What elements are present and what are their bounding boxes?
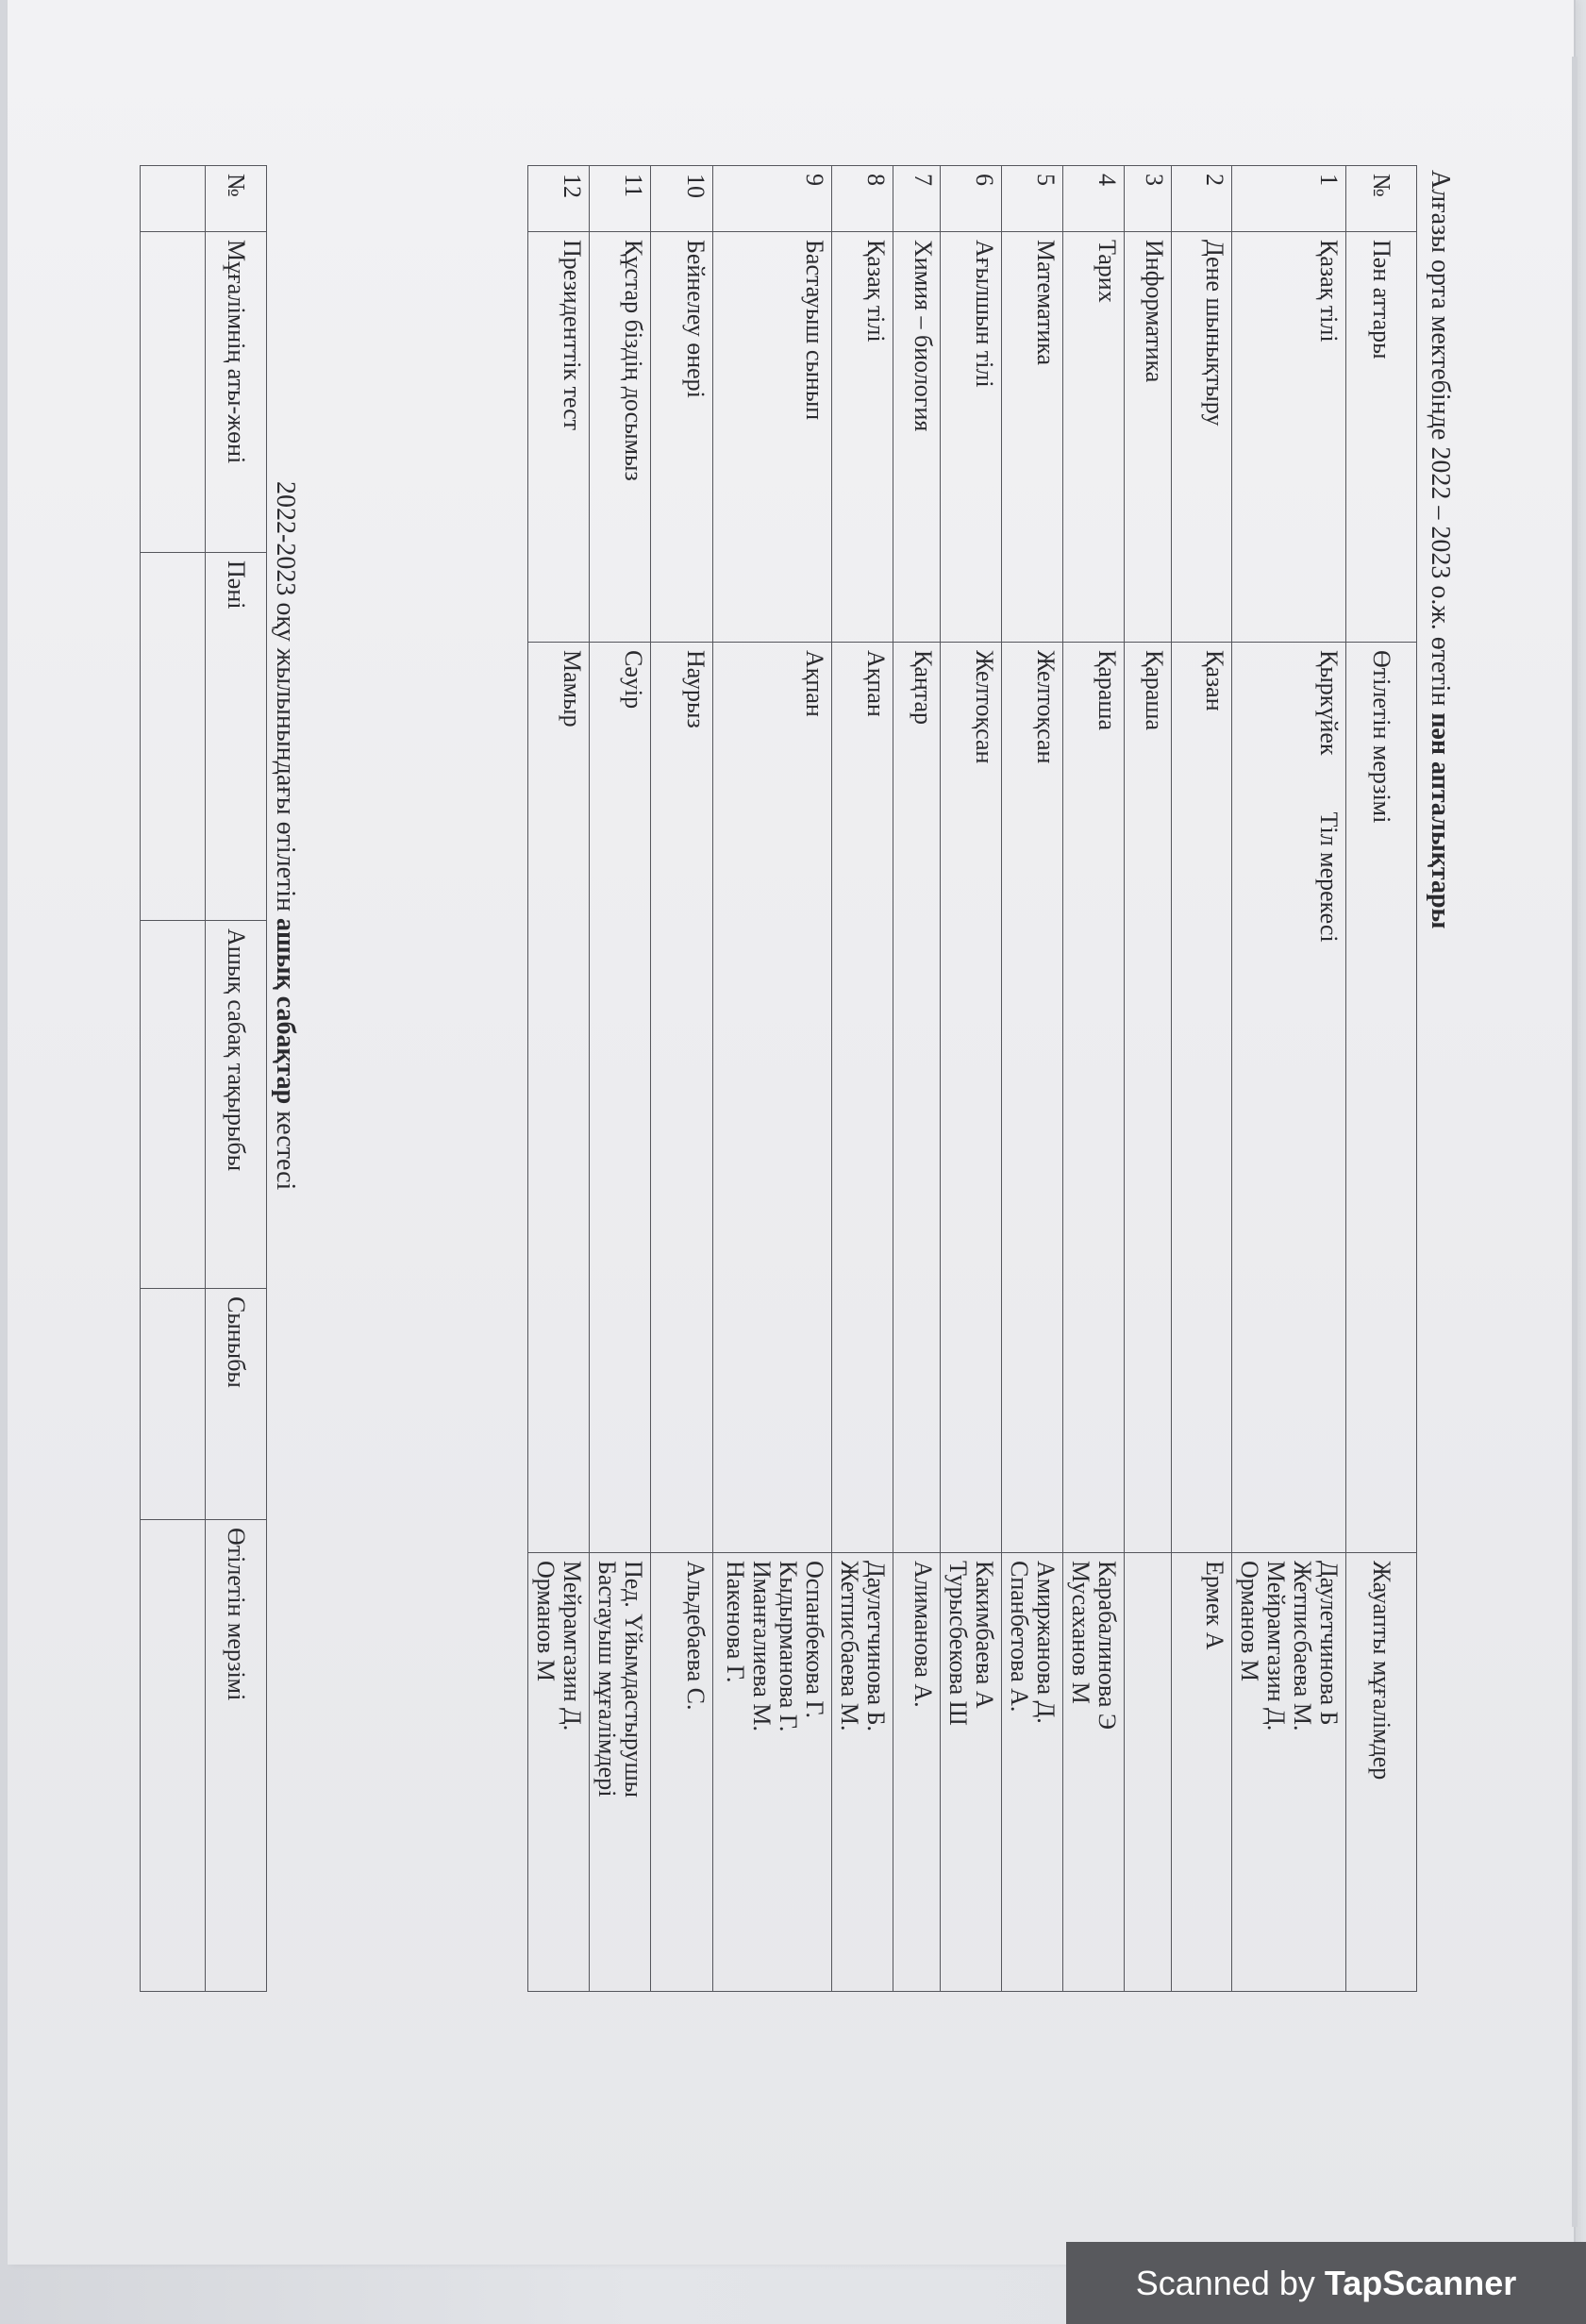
- teachers-cell: [590, 1553, 651, 1992]
- teacher-name: Даулетчинова Б: [1315, 1561, 1343, 1726]
- empty-cell: [141, 166, 206, 232]
- open-lessons-title-prefix: 2022-2023 оқу жылынындағы өтілетін: [271, 481, 300, 919]
- open-lessons-table: [140, 165, 267, 1992]
- teacher-name: Бастауыш мұғалімдері: [593, 1561, 621, 1797]
- table-header-row: [206, 166, 267, 1992]
- table-row: [651, 166, 713, 1992]
- header-lesson-topic: Ашық сабақ тақырыбы: [206, 921, 267, 1289]
- teachers-cell: [941, 1553, 1002, 1992]
- date-cell: [1063, 643, 1125, 1553]
- row-number: 9: [713, 166, 832, 232]
- empty-cell: [141, 232, 206, 553]
- document-title-prefix: Алғазы орта мектебінде 2022 – 2023 о.ж. өтетін: [1426, 170, 1455, 713]
- row-number: 5: [1002, 166, 1063, 232]
- open-lessons-title: [270, 481, 300, 1190]
- date-note: Тіл мерекесі: [1315, 811, 1343, 943]
- table-row: [1002, 166, 1063, 1992]
- row-number: 1: [1232, 166, 1346, 232]
- header-date: Өтілетін мерзімі: [206, 1520, 267, 1992]
- open-lessons-title-suffix: кестесі: [271, 1104, 300, 1191]
- date-month: Қыркүйек: [1315, 650, 1343, 756]
- row-number: 2: [1172, 166, 1232, 232]
- row-number: 12: [528, 166, 590, 232]
- date-month: Сәуір: [620, 650, 647, 710]
- subject-name: Ағылшын тілі: [941, 232, 1002, 643]
- teacher-name: Кыдырманова Г.: [775, 1561, 802, 1732]
- rotated-page-content: [0, 123, 1472, 2293]
- teacher-name: Орманов М: [1236, 1561, 1263, 1682]
- date-month: Қараша: [1094, 650, 1121, 730]
- teacher-name: Алиманова А.: [910, 1561, 937, 1708]
- table-row: [528, 166, 590, 1992]
- teachers-cell: [1125, 1553, 1172, 1992]
- date-cell: [713, 643, 832, 1553]
- header-teachers: Жауапты мұғалімдер: [1346, 1553, 1417, 1992]
- subject-name: Информатика: [1125, 232, 1172, 643]
- empty-cell: [141, 553, 206, 921]
- date-month: Мамыр: [559, 650, 586, 727]
- teachers-cell: [1232, 1553, 1346, 1992]
- header-grade: Сыныбы: [206, 1289, 267, 1520]
- empty-cell: [141, 1520, 206, 1992]
- paper-edge: [1572, 57, 1578, 2227]
- teachers-cell: [651, 1553, 713, 1992]
- table-row: [832, 166, 893, 1992]
- subject-name: Президенттік тест: [528, 232, 590, 643]
- teacher-name: Турысбекова Ш: [944, 1561, 972, 1726]
- date-cell: [1232, 643, 1346, 1553]
- teacher-name: Какимбаева А: [971, 1561, 998, 1709]
- date-cell: [1172, 643, 1232, 1553]
- table-row: [713, 166, 832, 1992]
- date-month: Қараша: [1141, 650, 1168, 730]
- teacher-name: Накенова Г.: [722, 1561, 749, 1683]
- subject-name: Тарих: [1063, 232, 1125, 643]
- teachers-cell: [893, 1553, 941, 1992]
- teachers-cell: [1063, 1553, 1125, 1992]
- teacher-name: Даулетчинова Б.: [862, 1561, 890, 1731]
- document-title: [1425, 170, 1455, 928]
- teacher-name: Жетписбаева М.: [1289, 1561, 1316, 1731]
- date-cell: [941, 643, 1002, 1553]
- watermark-brand: TapScanner: [1324, 2264, 1517, 2302]
- date-month: Желтоқсан: [1032, 650, 1060, 764]
- table-row: [590, 166, 651, 1992]
- teachers-cell: [832, 1553, 893, 1992]
- header-number: №: [206, 166, 267, 232]
- subject-name: Құстар біздің досымыз: [590, 232, 651, 643]
- date-month: Ақпан: [801, 650, 828, 717]
- row-number: 10: [651, 166, 713, 232]
- row-number: 8: [832, 166, 893, 232]
- date-month: Қазан: [1201, 650, 1228, 711]
- date-cell: [832, 643, 893, 1553]
- teacher-name: Оспанбекова Г.: [801, 1561, 828, 1718]
- header-number: №: [1346, 166, 1417, 232]
- empty-cell: [141, 1289, 206, 1520]
- teacher-name: Орманов М: [532, 1561, 559, 1682]
- teacher-name: Мейрамгазин Д.: [1262, 1561, 1290, 1731]
- subject-name: Қазақ тілі: [832, 232, 893, 643]
- date-month: Наурыз: [682, 650, 710, 728]
- teacher-name: Амиржанова Д.: [1032, 1561, 1060, 1724]
- date-cell: [528, 643, 590, 1553]
- table-row: [1172, 166, 1232, 1992]
- teacher-name: Мусаханов М: [1067, 1561, 1094, 1704]
- table-row: [141, 166, 206, 1992]
- table-row: [1125, 166, 1172, 1992]
- subject-name: Бастауыш сынып: [713, 232, 832, 643]
- row-number: 6: [941, 166, 1002, 232]
- row-number: 7: [893, 166, 941, 232]
- date-month: Ақпан: [862, 650, 890, 717]
- date-cell: [1125, 643, 1172, 1553]
- teachers-cell: [1172, 1553, 1232, 1992]
- subject-name: Дене шынықтыру: [1172, 232, 1232, 643]
- date-month: Қаңтар: [910, 650, 937, 726]
- teacher-name: Жетписбаева М.: [836, 1561, 863, 1731]
- subject-weeks-table: [527, 165, 1417, 1992]
- document-title-bold: пән апталықтары: [1426, 712, 1455, 929]
- teachers-cell: [713, 1553, 832, 1992]
- teacher-name: Ермек А: [1201, 1561, 1228, 1650]
- header-subject: Пән аттары: [1346, 232, 1417, 643]
- teacher-name: Альдебаева С.: [682, 1561, 710, 1711]
- empty-cell: [141, 921, 206, 1289]
- table-row: [1063, 166, 1125, 1992]
- header-teacher-name: Мұғалімнің аты-жөні: [206, 232, 267, 553]
- teachers-cell: [528, 1553, 590, 1992]
- date-cell: [1002, 643, 1063, 1553]
- subject-name: Химия – биология: [893, 232, 941, 643]
- subject-name: Қазақ тілі: [1232, 232, 1346, 643]
- teachers-cell: [1002, 1553, 1063, 1992]
- date-cell: [893, 643, 941, 1553]
- scanner-watermark: [1066, 2242, 1586, 2324]
- teacher-name: Карабалинова Э: [1094, 1561, 1121, 1730]
- table-row: [941, 166, 1002, 1992]
- header-date: Өтілетін мерзімі: [1346, 643, 1417, 1553]
- row-number: 11: [590, 166, 651, 232]
- subject-name: Бейнелеу өнері: [651, 232, 713, 643]
- teacher-name: Пед. Үйымдастырушы: [620, 1561, 647, 1798]
- header-subject: Пәні: [206, 553, 267, 921]
- subject-name: Математика: [1002, 232, 1063, 643]
- watermark-prefix: Scanned by: [1135, 2264, 1325, 2302]
- table-header-row: [1346, 166, 1417, 1992]
- date-cell: [651, 643, 713, 1553]
- teacher-name: Спанбетова А.: [1006, 1561, 1033, 1713]
- row-number: 3: [1125, 166, 1172, 232]
- teacher-name: Мейрамгазин Д.: [559, 1561, 586, 1731]
- teacher-name: Иманғалиева М.: [748, 1561, 776, 1731]
- date-cell: [590, 643, 651, 1553]
- table-row: [1232, 166, 1346, 1992]
- table-row: [893, 166, 941, 1992]
- row-number: 4: [1063, 166, 1125, 232]
- open-lessons-title-bold: ашық сабақтар: [271, 918, 300, 1105]
- date-month: Желтоқсан: [971, 650, 998, 764]
